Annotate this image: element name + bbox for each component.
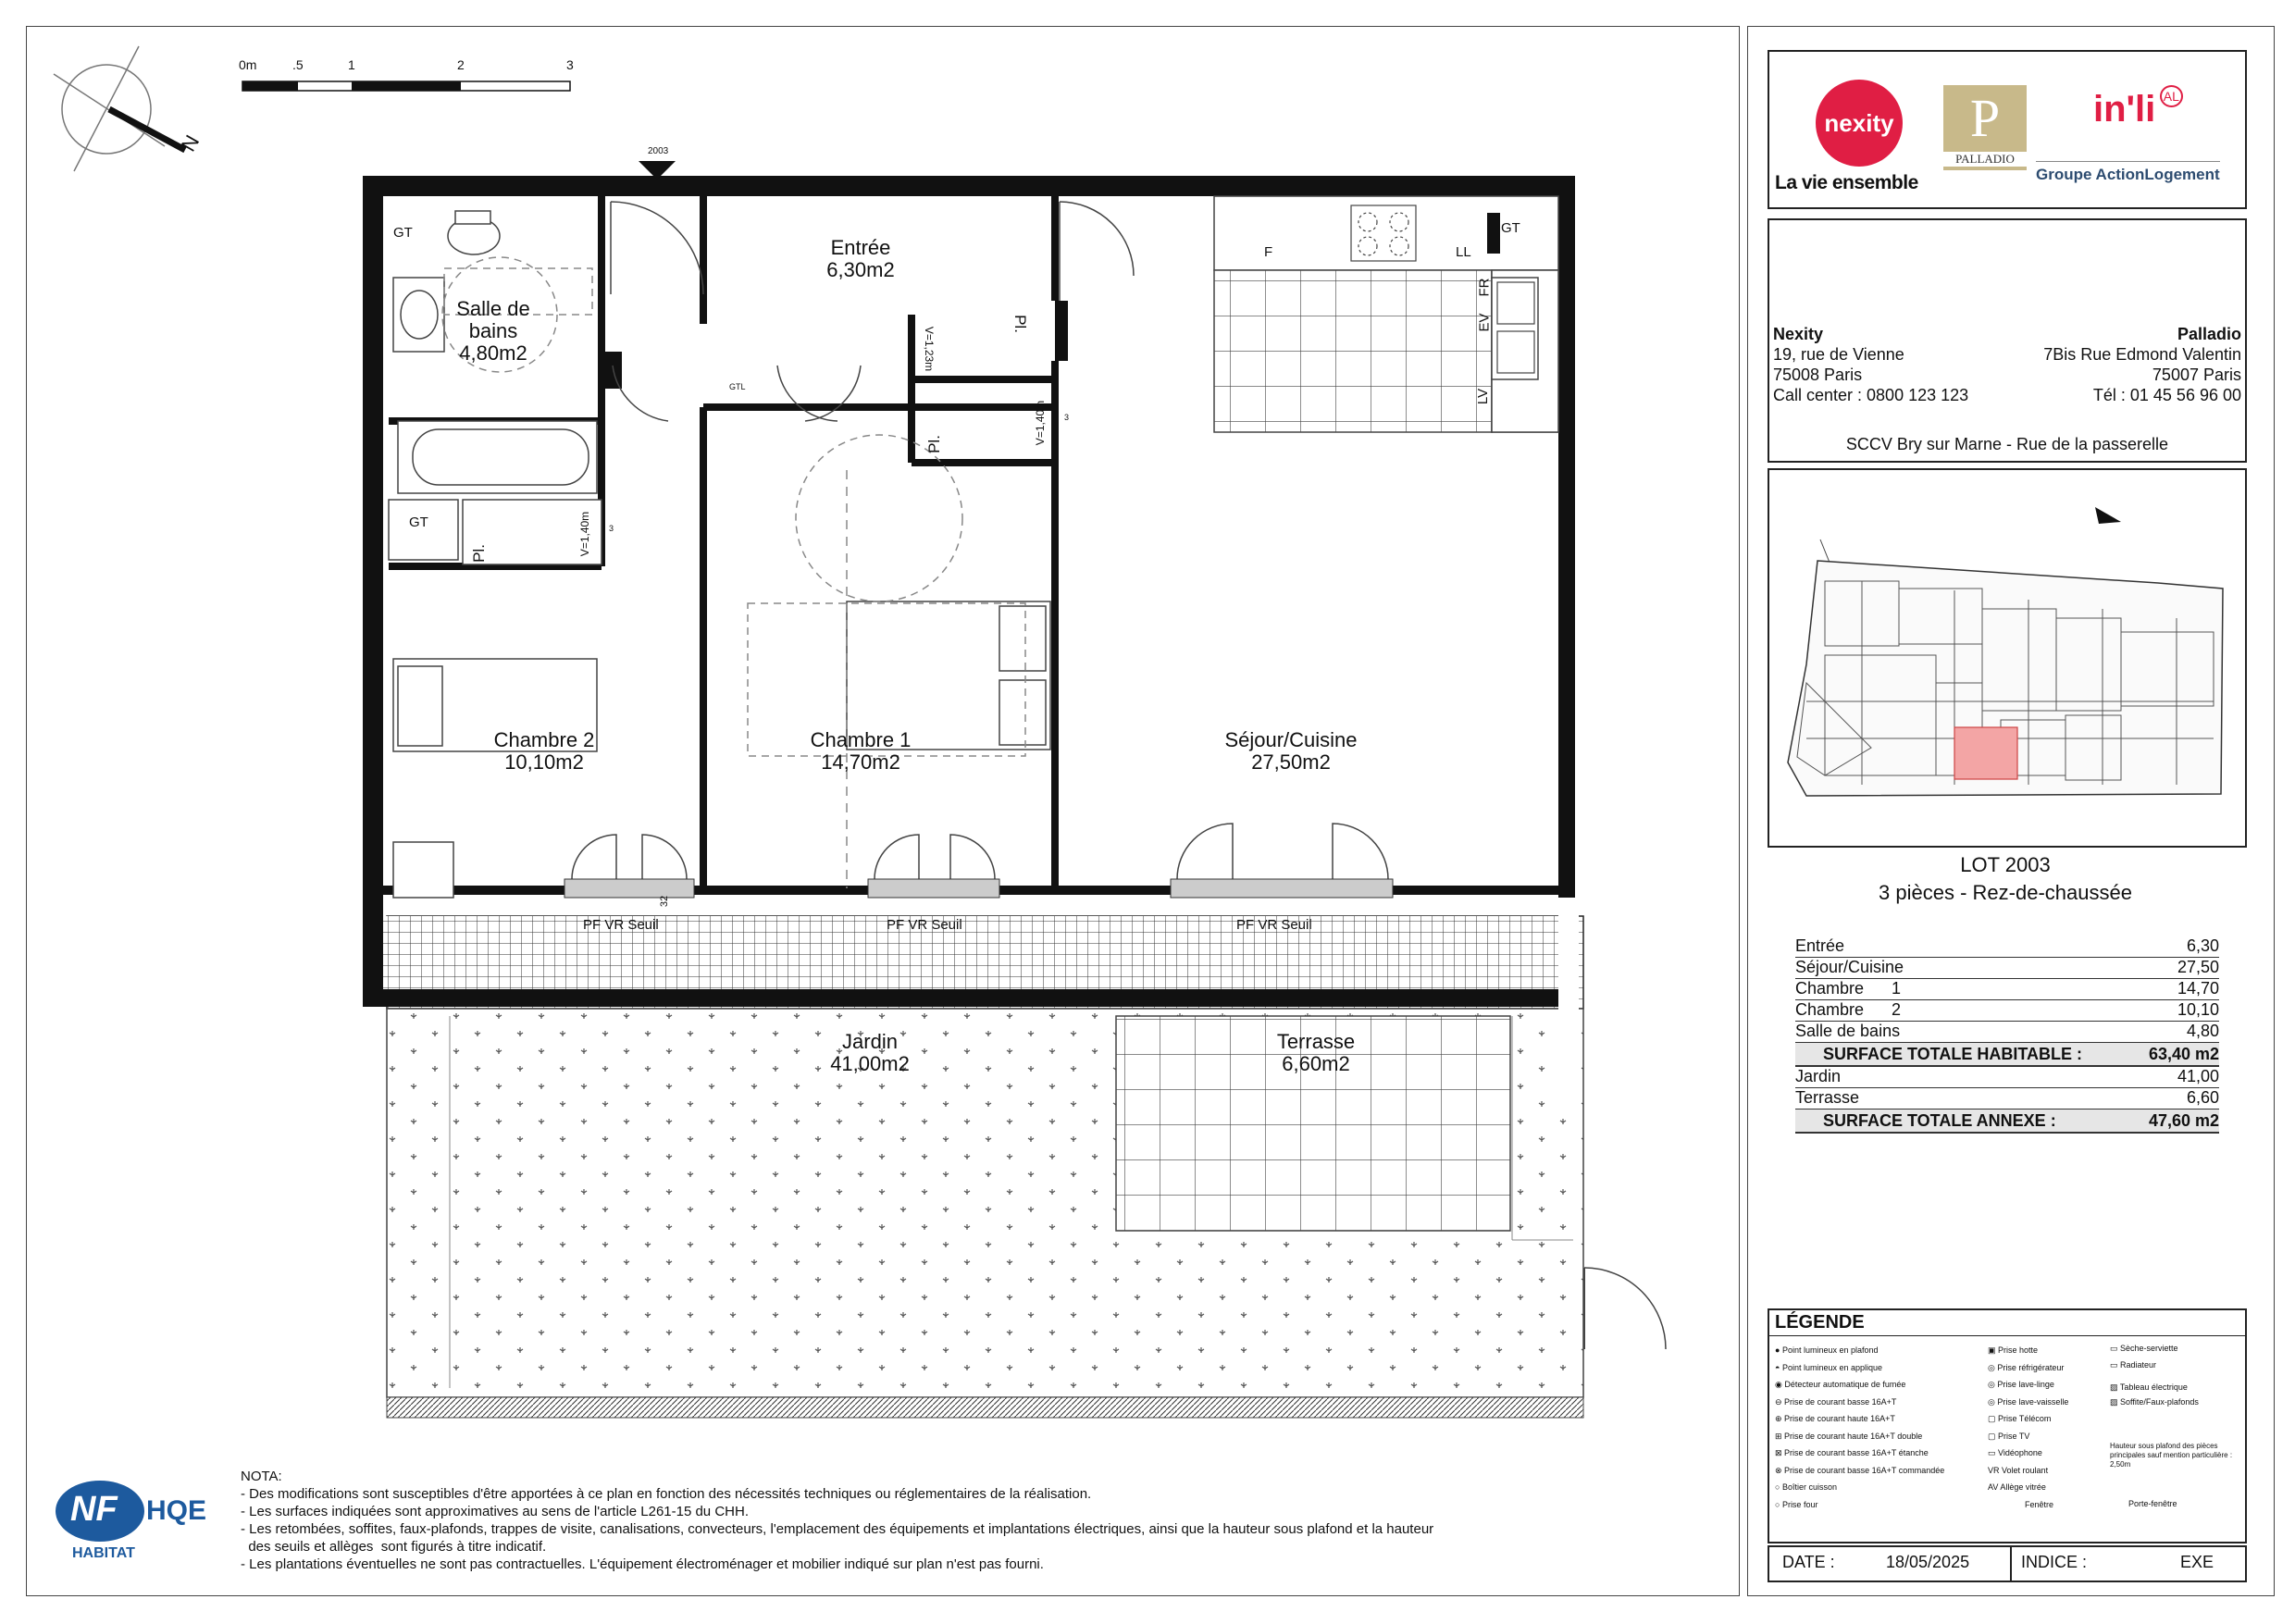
pf-vr-seuil-label: PF VR Seuil [583,917,659,933]
surface-value: 6,60 [2186,1088,2219,1107]
surface-row [1795,1022,2219,1043]
notes [241,1468,1721,1573]
gt-label: GT [1501,220,1520,236]
ll-label: LL [1456,244,1471,260]
surfaces-table [1795,936,2219,1134]
notes-line: - Des modifications sont susceptibles d'être apportées à ce plan en fonction des nécessités techniques ou réglementaires de la réalisation. [241,1486,1092,1502]
room-chambre-1 [787,729,935,774]
indice-label: INDICE : [2021,1553,2088,1571]
room-jardin [805,1031,935,1075]
logos-panel [1768,50,2247,209]
legend-col-1 [1775,1342,1979,1513]
surface-value: 41,00 [2177,1067,2219,1085]
palladio-logo [1943,85,2027,170]
legend-title: LÉGENDE [1769,1310,2245,1336]
legend-item: ▣ Prise hotte [1988,1345,2039,1355]
legend-item: ▢ Prise TV [1988,1431,2030,1441]
legend-item: AV Allège vitrée [1988,1482,2046,1492]
scale-tick-label: 3 [566,57,574,72]
contact-name: Palladio [2177,325,2241,343]
room-name: Jardin [842,1030,898,1053]
surface-label: Séjour/Cuisine [1795,958,1904,976]
nexity-logo: nexity [1816,80,1903,167]
date-value: 18/05/2025 [1886,1553,1970,1571]
habitat-text: HABITAT [72,1545,135,1561]
footer-divider [2010,1547,2012,1581]
room-name: Entrée [830,236,891,259]
lot-title: LOT 2003 [1960,853,2051,876]
pl-label: Pl. [469,544,488,563]
legend-item: Porte-fenêtre [2128,1499,2177,1508]
legend-item: ⊗ Prise de courant basse 16A+T commandée [1775,1465,1945,1475]
f-label: F [1264,244,1273,260]
compass [54,46,185,171]
contact-name: Nexity [1773,325,1824,343]
room-area: 4,80m2 [459,341,527,365]
palladio-contact [2043,324,2241,405]
inli-group: Groupe ActionLogement [2036,161,2220,184]
nexity-tagline: La vie ensemble [1775,172,1918,193]
legend-item: ○ Prise four [1775,1499,1818,1509]
legend-item: ● Point lumineux en plafond [1775,1345,1879,1355]
surface-row [1795,1088,2219,1110]
inli-logo [2093,89,2183,130]
legend-item: Fenêtre [2025,1499,2054,1509]
contact-line: 7Bis Rue Edmond Valentin [2043,345,2241,364]
hqe-text: HQE [146,1495,207,1526]
room-name: Salle de bains [456,297,530,342]
room-area: 6,60m2 [1282,1052,1350,1075]
scale-tick-label: .5 [292,57,304,72]
room-sejour-cuisine [1203,729,1379,774]
surface-value: 6,30 [2186,936,2219,955]
inli-badge: AL [2160,85,2183,107]
notes-title: NOTA: [241,1469,282,1484]
nf-hqe-logo [56,1481,241,1564]
room-salle-de-bains [442,298,544,365]
scale-tick-label: 0m [239,57,257,72]
scale-tick-label: 2 [457,57,465,72]
dimension-label: 32 [659,895,671,908]
contact-line: Tél : 01 45 56 96 00 [2092,386,2241,404]
palladio-name: PALLADIO [1943,152,2027,167]
surface-value: 10,10 [2177,1000,2219,1019]
dimension-label: 3 [609,524,614,533]
door-marker-label: 2003 [648,146,669,156]
nf-text: NF [70,1490,118,1529]
gt-label: GT [393,225,413,241]
lv-label: LV [1475,388,1492,405]
palladio-letter: P [1969,88,2001,148]
legend-item: Hauteur sous plafond des pièces principales sauf mention particulière : 2,50m [2110,1442,2233,1469]
notes-line: - Les retombées, soffites, faux-plafonds, trappes de visite, canalisations, convecteurs, l'emplacement des équipements et implantations électriques, ainsi que la hauteur sous plafond et la hauteur [241,1521,1434,1537]
site-plan-panel [1768,468,2247,848]
room-name: Chambre 1 [810,728,912,751]
room-area: 10,10m2 [504,750,584,774]
surface-label: Chambre 2 [1795,1000,1902,1019]
total-label: SURFACE TOTALE ANNEXE : [1823,1111,2056,1130]
surface-row [1795,1000,2219,1022]
surface-total-annexe [1795,1110,2219,1134]
scale-bar [242,81,570,91]
v140-label: V=1,40m [1034,400,1048,446]
room-area: 41,00m2 [830,1052,910,1075]
scale-tick-label: 1 [348,57,355,72]
surface-label: Chambre 1 [1795,979,1902,998]
surface-label: Terrasse [1795,1088,1860,1107]
legend-item: ▭ Radiateur [2110,1360,2157,1370]
room-terrasse [1251,1031,1381,1075]
legend-item: ○ Boîtier cuisson [1775,1482,1837,1492]
surface-row [1795,1067,2219,1088]
site-plan [1769,470,2245,846]
legend-item: VR Volet roulant [1988,1465,2049,1475]
pl-label: Pl. [924,435,943,453]
legend-col-2 [1988,1342,2108,1513]
room-area: 14,70m2 [821,750,900,774]
contact-line: Call center : 0800 123 123 [1773,386,1969,404]
surface-label: Jardin [1795,1067,1842,1085]
pf-vr-seuil-label: PF VR Seuil [887,917,962,933]
legend-item: ◓ Point lumineux en applique [1775,1362,1883,1372]
legend-item: ⊕ Prise de courant haute 16A+T [1775,1414,1895,1423]
legend-item: ▨ Soffite/Faux-plafonds [2110,1397,2199,1407]
contact-line: 75008 Paris [1773,366,1863,384]
surface-total-habitable [1795,1043,2219,1067]
legend-item: ▨ Tableau électrique [2110,1382,2188,1392]
ev-label: EV [1476,313,1493,332]
legend-item: ◉ Détecteur automatique de fumée [1775,1380,1906,1389]
legend-item: ▢ Prise Télécom [1988,1414,2052,1423]
pf-vr-seuil-label: PF VR Seuil [1236,917,1312,933]
legend-item: ⊞ Prise de courant haute 16A+T double [1775,1431,1923,1441]
legend-item: ⊖ Prise de courant basse 16A+T [1775,1396,1897,1407]
gt-label: GT [409,514,428,530]
indice-value: EXE [2180,1553,2214,1571]
lot-subtitle: 3 pièces - Rez-de-chaussée [1879,881,2132,904]
legend-item: ◎ Prise lave-linge [1988,1380,2054,1389]
pl-label: Pl. [1011,315,1029,333]
surface-row [1795,979,2219,1000]
room-area: 6,30m2 [826,258,895,281]
surface-row [1795,936,2219,958]
legend-item: ◎ Prise réfrigérateur [1988,1362,2065,1372]
notes-line: des seuils et allèges sont figurés à titre indicatif. [241,1539,547,1555]
v123-label: V=1,23m [923,326,937,372]
legend-item: ▭ Vidéophone [1988,1448,2042,1457]
compass-north-label: N [176,130,205,155]
room-name: Chambre 2 [493,728,595,751]
legend-col-3 [2110,1342,2239,1510]
notes-line: - Les plantations éventuelles ne sont pas contractuelles. L'équipement électroménager et mobilier indiqué sur plan n'est pas fourni. [241,1556,1044,1572]
surface-label: Salle de bains [1795,1022,1901,1040]
room-name: Séjour/Cuisine [1224,728,1358,751]
total-value: 63,40 m2 [2148,1045,2219,1063]
contacts-panel [1768,218,2247,463]
room-area: 27,50m2 [1251,750,1331,774]
surface-label: Entrée [1795,936,1845,955]
legend-panel [1768,1308,2247,1543]
inli-name: in'li [2093,89,2156,130]
dimension-label: 3 [1064,413,1070,422]
surface-value: 4,80 [2186,1022,2219,1040]
legend-item: ▭ Sèche-serviette [2110,1344,2178,1353]
room-name: Terrasse [1276,1030,1356,1053]
gtl-label: GTL [729,382,746,391]
footer-panel [1768,1545,2247,1582]
total-label: SURFACE TOTALE HABITABLE : [1823,1045,2082,1063]
surface-value: 27,50 [2177,958,2219,976]
nexity-contact [1773,324,1968,405]
room-entree [796,237,925,281]
sccv-label: SCCV Bry sur Marne - Rue de la passerelle [1845,435,2169,453]
total-value: 47,60 m2 [2148,1111,2219,1130]
surface-row [1795,958,2219,979]
date-label: DATE : [1782,1553,1835,1571]
fr-label: FR [1476,278,1493,297]
contact-line: 75007 Paris [2152,366,2241,384]
legend-item: ⊠ Prise de courant basse 16A+T étanche [1775,1448,1929,1457]
room-chambre-2 [470,729,618,774]
legend-item: ◎ Prise lave-vaisselle [1988,1396,2069,1407]
v140-label: V=1,40m [578,511,592,557]
contact-line: 19, rue de Vienne [1773,345,1904,364]
surface-value: 14,70 [2177,979,2219,998]
notes-line: - Les surfaces indiquées sont approximatives au sens de l'article L261-15 du CHH. [241,1504,749,1519]
